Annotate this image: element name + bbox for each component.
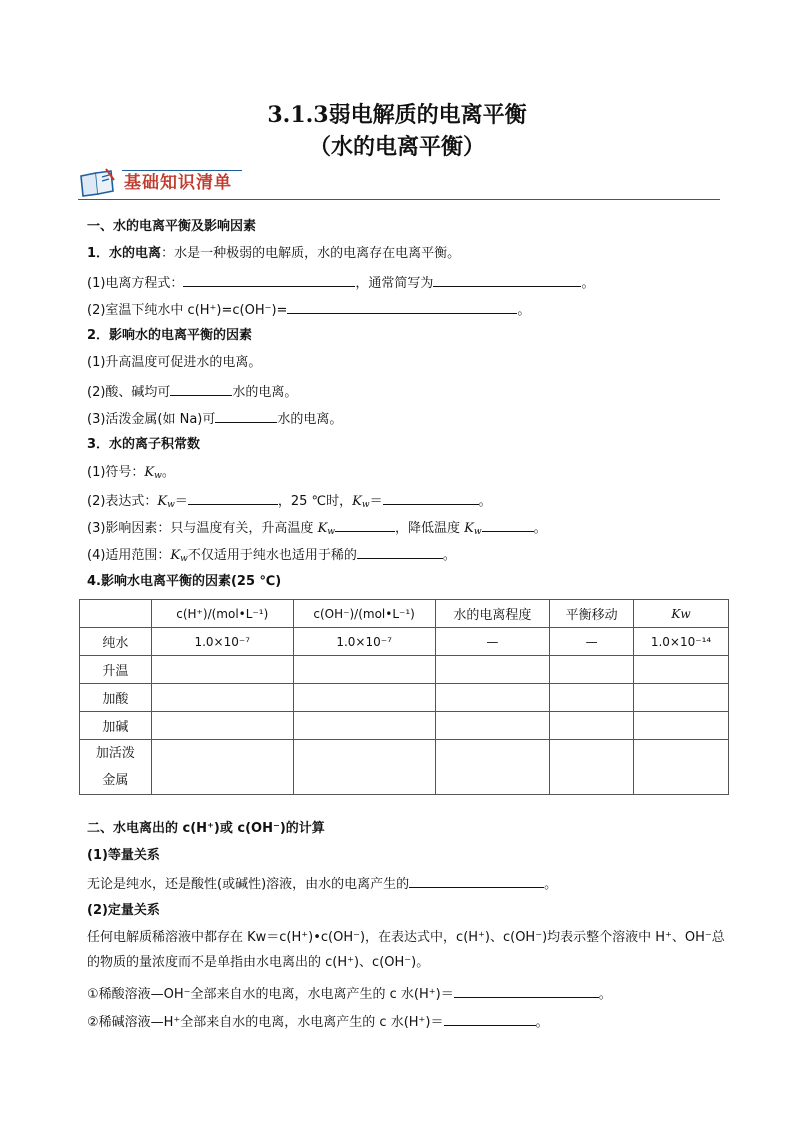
banner-label: 基础知识清单 (124, 173, 232, 193)
answer-blank[interactable] (188, 491, 278, 505)
table-cell: 1.0×10⁻¹⁴ (634, 628, 729, 656)
table-cell: — (435, 628, 550, 656)
quantitative-relation-text: 任何电解质稀溶液中都存在 Kw＝c(H⁺)•c(OH⁻)，在表达式中，c(H⁺)、c(OH⁻)均表示整个溶液中 H⁺、OH⁻总的物质的量浓度而不是单指由水电离出的 c(H⁺)、c(OH⁻)。 (87, 930, 725, 970)
answer-blank[interactable] (433, 273, 581, 287)
answer-blank[interactable] (170, 382, 232, 396)
answer-blank[interactable] (215, 409, 277, 423)
answer-blank[interactable] (287, 300, 517, 314)
table-answer-cell[interactable] (293, 656, 435, 684)
factor-active-metal: (3)活泼金属(如 Na)可 水的电离。 (87, 409, 342, 429)
table-cell: — (550, 628, 634, 656)
table-header-cell: c(OH⁻)/(mol•L⁻¹) (293, 600, 435, 628)
table-cell: 加活泼 金属 (80, 740, 152, 795)
table-cell: 纯水 (80, 628, 152, 656)
table-row (80, 712, 729, 740)
answer-blank[interactable] (409, 874, 544, 888)
table-answer-cell[interactable] (151, 712, 293, 740)
table-answer-cell[interactable] (151, 684, 293, 712)
subheading-factors: 2．影响水的电离平衡的因素 (87, 328, 253, 343)
table-answer-cell[interactable] (293, 712, 435, 740)
factors-table (79, 599, 729, 795)
table-row (80, 628, 729, 656)
table-cell: 1.0×10⁻⁷ (151, 628, 293, 656)
page-title: 3.1.3弱电解质的电离平衡 (267, 102, 527, 128)
table-answer-cell[interactable] (435, 712, 550, 740)
answer-blank[interactable] (454, 984, 599, 998)
kw-expression-line: (2)表达式：$K_w=$ ，25 ℃时，$K_w=$ 。 (87, 491, 492, 514)
answer-blank[interactable] (383, 491, 479, 505)
subheading-ion-product: 3．水的离子积常数 (87, 437, 201, 452)
table-header-cell: c(H⁺)/(mol•L⁻¹) (151, 600, 293, 628)
table-answer-cell[interactable] (634, 740, 729, 795)
table-answer-cell[interactable] (151, 740, 293, 795)
table-header-cell: 水的电离程度 (435, 600, 550, 628)
answer-blank[interactable] (357, 545, 443, 559)
table-answer-cell[interactable] (435, 656, 550, 684)
table-answer-cell[interactable] (435, 740, 550, 795)
factor-temperature: (1)升高温度可促进水的电离。 (87, 355, 262, 370)
table-cell: 升温 (80, 656, 152, 684)
table-row (80, 740, 729, 795)
table-answer-cell[interactable] (151, 656, 293, 684)
answer-blank[interactable] (482, 518, 534, 532)
section-banner (78, 166, 720, 200)
table-cell: 加酸 (80, 684, 152, 712)
table-header-cell: Kw (634, 600, 729, 628)
kw-symbol-line: (1)符号：$K_w$。 (87, 465, 175, 481)
pure-water-concentration-line: (2)室温下纯水中 c(H⁺)=c(OH⁻)= 。 (87, 300, 530, 320)
factor-acid-base: (2)酸、碱均可 水的电离。 (87, 382, 297, 402)
ionization-equation-line: (1)电离方程式： ，通常简写为 。 (87, 273, 594, 293)
page-subtitle: （水的电离平衡） (308, 134, 485, 160)
table-row (80, 656, 729, 684)
table-header-row (80, 600, 729, 628)
table-header-cell: 平衡移动 (550, 600, 634, 628)
table-answer-cell[interactable] (634, 712, 729, 740)
paragraph-water-ionization: 1．水的电离：水是一种极弱的电解质，水的电离存在电离平衡。 (87, 246, 461, 261)
table-answer-cell[interactable] (293, 740, 435, 795)
table-cell: 1.0×10⁻⁷ (293, 628, 435, 656)
table-header-cell (80, 600, 152, 628)
table-answer-cell[interactable] (550, 684, 634, 712)
table-answer-cell[interactable] (634, 684, 729, 712)
table-row (80, 684, 729, 712)
subheading-equal-relation: (1)等量关系 (87, 848, 160, 863)
banner-rule (78, 199, 720, 200)
answer-blank[interactable] (183, 273, 355, 287)
answer-blank[interactable] (335, 518, 395, 532)
section-1-heading: 一、水的电离平衡及影响因素 (87, 219, 257, 234)
answer-blank[interactable] (444, 1012, 536, 1026)
book-icon (78, 168, 118, 198)
subheading-quantitative-relation: (2)定量关系 (87, 903, 160, 918)
table-cell: 加碱 (80, 712, 152, 740)
equal-relation-text: 无论是纯水，还是酸性(或碱性)溶液，由水的电离产生的 。 (87, 874, 557, 894)
table-answer-cell[interactable] (634, 656, 729, 684)
table-answer-cell[interactable] (550, 712, 634, 740)
section-2-heading: 二、水电离出的 c(H⁺)或 c(OH⁻)的计算 (87, 821, 325, 836)
dilute-base-line: ②稀碱溶液—H⁺全部来自水的电离，水电离产生的 c 水(H⁺)＝ 。 (87, 1012, 549, 1032)
kw-scope-line: (4)适用范围：$K_w$不仅适用于纯水也适用于稀的 。 (87, 545, 456, 568)
table-answer-cell[interactable] (435, 684, 550, 712)
kw-influence-line: (3)影响因素：只与温度有关，升高温度 $K_w$ ，降低温度 $K_w$ 。 (87, 518, 547, 541)
table-answer-cell[interactable] (550, 656, 634, 684)
table-answer-cell[interactable] (293, 684, 435, 712)
dilute-acid-line: ①稀酸溶液—OH⁻全部来自水的电离，水电离产生的 c 水(H⁺)＝ 。 (87, 984, 612, 1004)
table-caption: 4.影响水电离平衡的因素(25 ℃) (87, 574, 282, 589)
table-answer-cell[interactable] (550, 740, 634, 795)
